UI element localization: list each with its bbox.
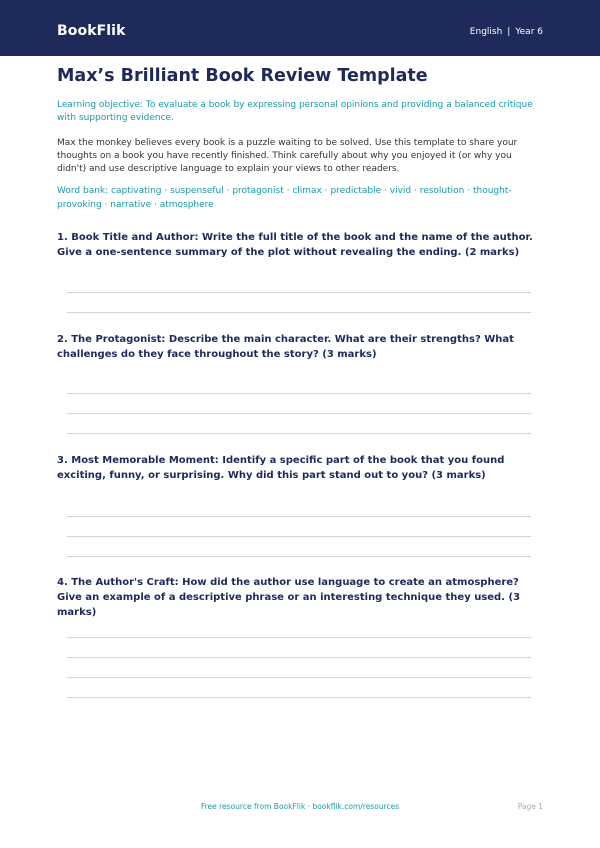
- answer-line[interactable]: [67, 413, 531, 414]
- subject-year-label: [470, 27, 543, 37]
- learning-objective: Learning objective: To evaluate a book by expressing personal opinions and providing a balanced critique with supporting evidence.: [57, 100, 533, 123]
- answer-line[interactable]: [67, 536, 531, 537]
- brand-logo-text: BookFlik: [57, 23, 126, 39]
- answer-line[interactable]: [67, 657, 531, 658]
- answer-line[interactable]: [67, 312, 531, 313]
- answer-line[interactable]: [67, 433, 531, 434]
- answer-line[interactable]: [67, 516, 531, 517]
- subject-label: English: [469, 27, 503, 37]
- word-bank: Word bank: captivating · suspenseful · protagonist · climax · predictable · vivid · resolution · thought-provoking · narrative · atmosphere: [57, 186, 512, 210]
- question-4: 4. The Author's Craft: How did the author use language to create an atmosphere? Give an example of a descriptive phrase or an interesting technique they used. (3 marks): [57, 577, 521, 618]
- answer-line[interactable]: [67, 393, 531, 394]
- answer-line[interactable]: [67, 556, 531, 557]
- footer-text: Free resource from BookFlik · bookflik.com/resources: [200, 802, 400, 811]
- header-bar: [0, 0, 600, 56]
- question-3: 3. Most Memorable Moment: Identify a specific part of the book that you found exciting, funny, or surprising. Why did this part stand out to you? (3 marks): [57, 455, 505, 481]
- answer-line[interactable]: [67, 677, 531, 678]
- page-number: Page 1: [517, 802, 543, 811]
- intro-paragraph: Max the monkey believes every book is a puzzle waiting to be solved. Use this template to share your thoughts on a book you have recently finished. Think carefully about why you enjoyed it (or why you didn't) and use descriptive language to explain your views to other readers.: [57, 138, 518, 174]
- question-1: 1. Book Title and Author: Write the full title of the book and the name of the author. Give a one-sentence summary of the plot without revealing the ending. (2 marks): [57, 232, 533, 258]
- question-2: 2. The Protagonist: Describe the main character. What are their strengths? What challenges do they face throughout the story? (3 marks): [57, 334, 514, 360]
- meta-separator: |: [507, 27, 511, 37]
- answer-line[interactable]: [67, 292, 531, 293]
- answer-line[interactable]: [67, 637, 531, 638]
- page-title: Max’s Brilliant Book Review Template: [57, 66, 428, 86]
- year-label: Year 6: [515, 27, 543, 37]
- answer-line[interactable]: [67, 697, 531, 698]
